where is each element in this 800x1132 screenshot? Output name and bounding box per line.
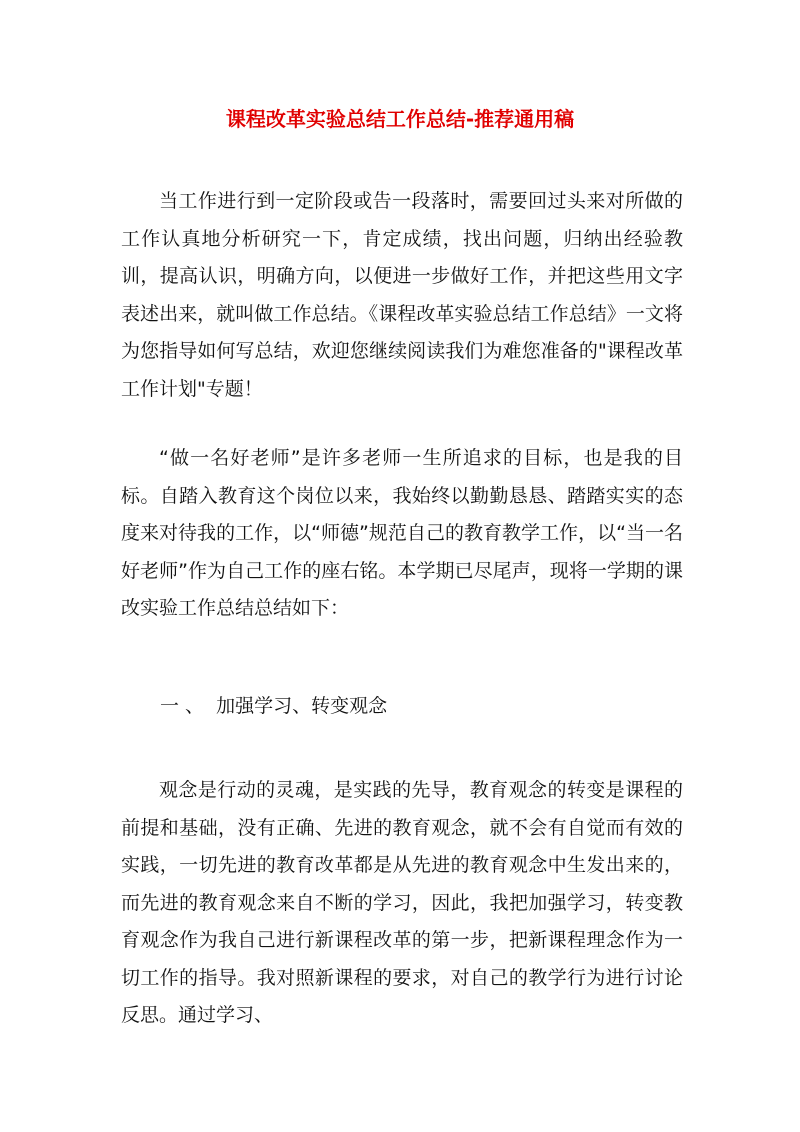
goal-paragraph: “做一名好老师”是许多老师一生所追求的目标，也是我的目标。自踏入教育这个岗位以来，我始终以勤勤恳恳、踏踏实实的态度来对待我的工作，以“师德”规范自己的教育教学工作，以“当一名好老师”作为自己工作的座右铭。本学期已尽尾声，现将一学期的课改实验工作总结总结如下： bbox=[121, 447, 683, 619]
intro-paragraph: 当工作进行到一定阶段或告一段落时，需要回过头来对所做的工作认真地分析研究一下，肯定成绩，找出问题，归纳出经验教训，提高认识，明确方向，以便进一步做好工作，并把这些用文字表述出来，就叫做工作总结。《课程改革实验总结工作总结》一文将为您指导如何写总结，欢迎您继续阅读我们为难您准备的"课程改革工作计划"专题！ bbox=[121, 190, 683, 400]
section-heading: 一 、 加强学习、转变观念 bbox=[160, 695, 388, 717]
document-title: 课程改革实验总结工作总结-推荐通用稿 bbox=[225, 107, 575, 131]
section-body-paragraph: 观念是行动的灵魂，是实践的先导，教育观念的转变是课程的前提和基础，没有正确、先进的教育观念，就不会有自觉而有效的实践，一切先进的教育改革都是从先进的教育观念中生发出来的，而先进的教育观念来自不断的学习，因此，我把加强学习，转变教育观念作为我自己进行新课程改革的第一步，把新课程理念作为一切工作的指导。我对照新课程的要求，对自己的教学行为进行讨论反思。通过学习、 bbox=[121, 779, 683, 1026]
